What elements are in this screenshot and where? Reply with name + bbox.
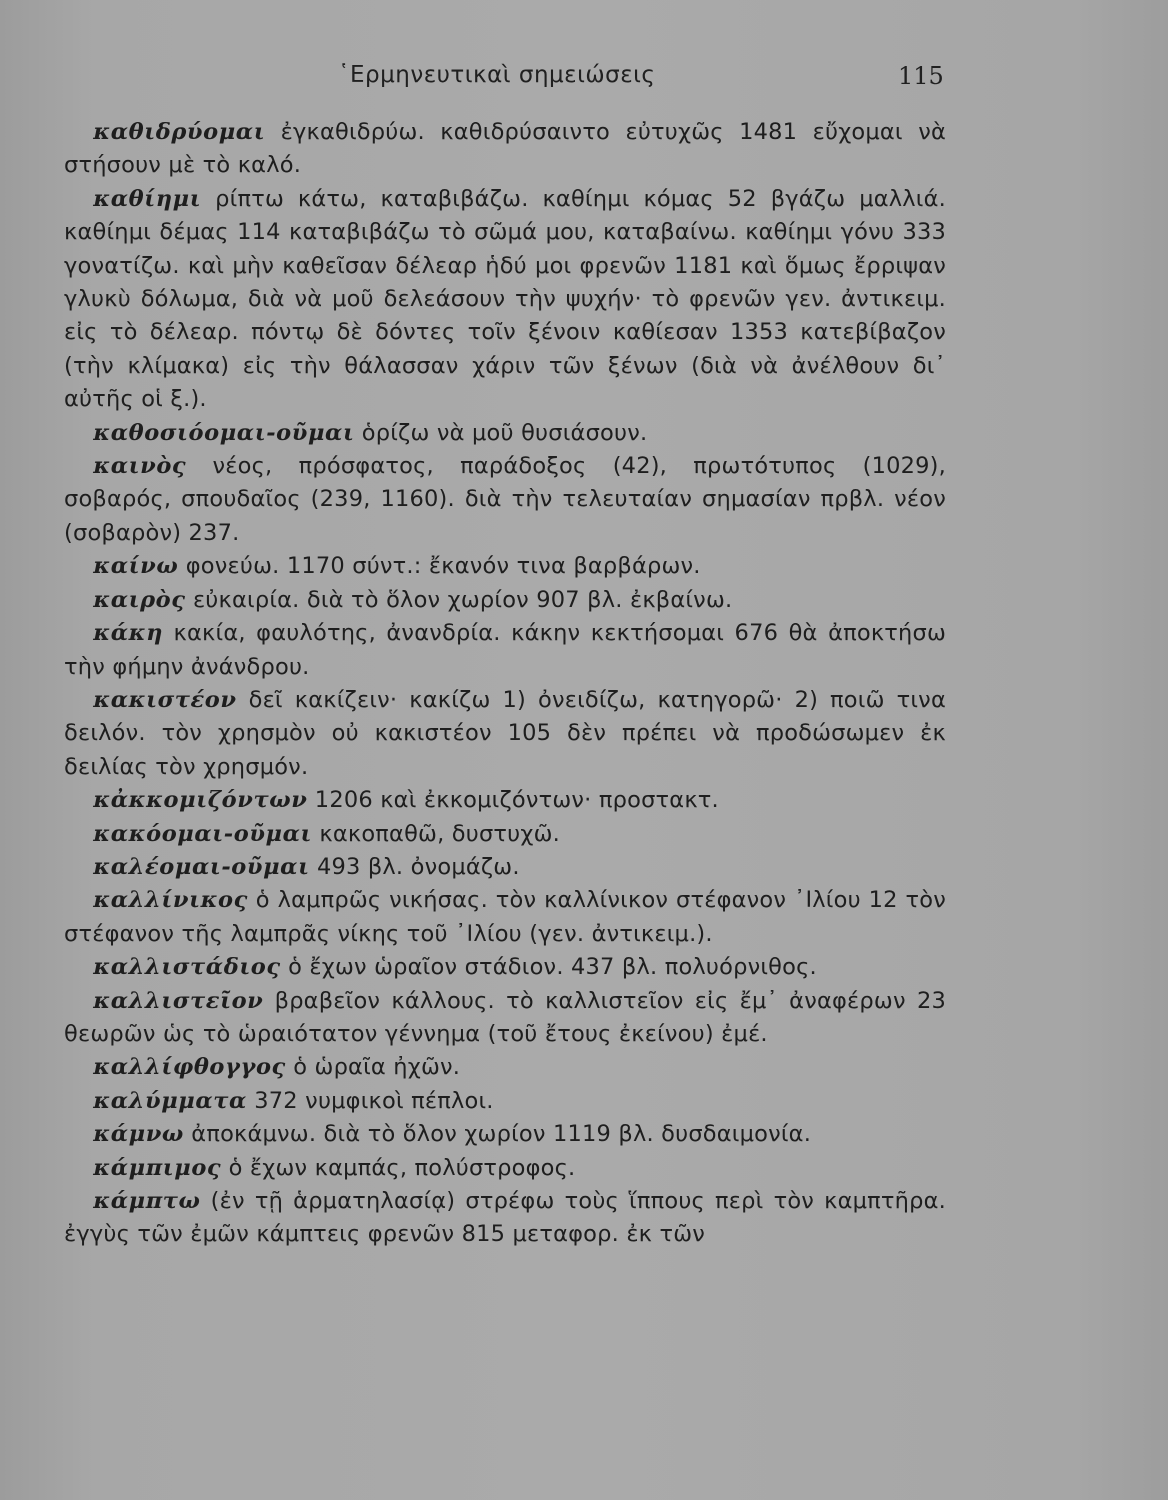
entry-text: εὐκαιρία. διὰ τὸ ὅλον χωρίον 907 βλ. ἐκβαίνω. (185, 586, 733, 613)
entry-text: ὁ ὡραῖα ἠχῶν. (285, 1054, 461, 1081)
page-header (0, 62, 1168, 102)
glossary-entry (64, 985, 946, 1052)
entry-lemma: καλλίνικος (93, 887, 248, 914)
entry-lemma: καλέομαι-οῦμαι (93, 853, 310, 880)
entry-text: βραβεῖον κάλλους. τὸ καλλιστεῖον εἰς ἔμ᾿ ἀναφέρων 23 θεωρῶν ὡς τὸ ὡραιότατον γέννημα (τοῦ ἔτους ἐκείνου) ἐμέ. (64, 987, 946, 1047)
entry-text: ἐγκαθιδρύω. καθιδρύσαιντο εὐτυχῶς 1481 εὔχομαι νὰ στήσουν μὲ τὸ καλό. (64, 119, 946, 179)
entry-lemma: κάμπιμος (93, 1154, 222, 1181)
entry-lemma: κάμνω (93, 1121, 184, 1148)
glossary-entry (64, 417, 946, 450)
entry-text: κακοπαθῶ, δυστυχῶ. (312, 820, 560, 847)
entry-text: φονεύω. 1170 σύντ.: ἔκανόν τινα βαρβάρων. (178, 553, 701, 580)
glossary-entry (64, 617, 946, 684)
glossary-entry (64, 1185, 946, 1252)
entry-text: 1206 καὶ ἐκκομιζόντων· προστακτ. (307, 787, 719, 814)
entry-lemma: καλύμματα (93, 1087, 247, 1114)
entry-lemma: κάκη (93, 620, 164, 647)
glossary-entry (64, 784, 946, 817)
glossary-entry (64, 183, 946, 417)
glossary-entry (64, 851, 946, 884)
entry-lemma: κάμπτω (93, 1188, 201, 1214)
entry-text: ὁρίζω νὰ μοῦ θυσιάσουν. (354, 419, 648, 446)
entry-text: ἀποκάμνω. διὰ τὸ ὅλον χωρίον 1119 βλ. δυσδαιμονία. (183, 1121, 812, 1148)
glossary-entry (64, 1152, 946, 1185)
entry-text: ὁ λαμπρῶς νικήσας. τὸν καλλίνικον στέφανον ᾿Ιλίου 12 τὸν στέφανον τῆς λαμπρᾶς νίκης τοῦ ᾿Ιλίου (γεν. ἀντικειμ.). (64, 887, 946, 947)
entry-lemma: κακόομαι-οῦμαι (93, 820, 313, 847)
entry-lemma: καιρὸς (93, 586, 186, 613)
entry-text: 493 βλ. ὀνομάζω. (309, 853, 520, 880)
entry-text: (ἐν τῇ ἁρματηλασίᾳ) στρέφω τοὺς ἵππους περὶ τὸν καμπτῆρα. ἐγγὺς τῶν ἐμῶν κάμπτεις φρενῶν 815 μεταφορ. ἐκ τῶν (64, 1188, 946, 1248)
entry-lemma: κακιστέον (93, 686, 237, 713)
glossary-entry (64, 550, 946, 583)
entry-lemma: καλλιστάδιος (93, 954, 281, 981)
entry-text: κακία, φαυλότης, ἀνανδρία. κάκην κεκτήσομαι 676 θὰ ἀποκτήσω τὴν φήμην ἀνάνδρου. (64, 620, 946, 680)
entry-text: ὁ ἔχων ὡραῖον στάδιον. 437 βλ. πολυόρνιθος. (280, 954, 817, 981)
entry-lemma: καθοσιόομαι-οῦμαι (93, 419, 355, 446)
entry-text: ρίπτω κάτω, καταβιβάζω. καθίημι κόμας 52 βγάζω μαλλιά. καθίημι δέμας 114 καταβιβάζω τὸ σῶμά μου, καταβαίνω. καθίημι γόνυ 333 γονατίζω. καὶ μὴν καθεῖσαν δέλεαρ ἡδύ μοι φρενῶν 1181 καὶ ὅμως ἔρριψαν γλυκὺ δόλωμα, διὰ νὰ μοῦ δελεάσουν τὴν ψυχήν· τὸ φρενῶν γεν. ἀντικειμ. εἰς τὸ δέλεαρ. πόντῳ δὲ δόντες τοῖν ξένοιν καθίεσαν 1353 κατεβίβαζον (τὴν κλίμακα) εἰς τὴν θάλασσαν χάριν τῶν ξένων (διὰ νὰ ἀνέλθουν δι᾿ αὐτῆς οἱ ξ.). (64, 185, 946, 413)
glossary-entry (64, 818, 946, 851)
entry-text: 372 νυμφικοὶ πέπλοι. (246, 1087, 494, 1114)
entry-text: ὁ ἔχων καμπάς, πολύστροφος. (221, 1154, 576, 1181)
glossary-entry (64, 450, 946, 550)
running-title: ῾Ερμηνευτικαὶ σημειώσεις (338, 62, 656, 88)
entry-lemma: καθίημι (93, 185, 202, 212)
entry-text: νέος, πρόσφατος, παράδοξος (42), πρωτότυπος (1029), σοβαρός, σπουδαῖος (239, 1160). διὰ τὴν τελευταίαν σημασίαν πρβλ. νέον (σοβαρὸν) 237. (64, 453, 946, 546)
entry-text: δεῖ κακίζειν· κακίζω 1) ὀνειδίζω, κατηγορῶ· 2) ποιῶ τινα δειλόν. τὸν χρησμὸν οὐ κακιστέον 105 δὲν πρέπει νὰ προδώσωμεν ἐκ δειλίας τὸν χρησμόν. (64, 686, 946, 780)
glossary-entry (64, 884, 946, 951)
entry-lemma: κἀκκομιζόντων (93, 787, 308, 814)
glossary-entry (64, 584, 946, 617)
glossary-entry (64, 1118, 946, 1151)
entry-lemma: καλλίφθογγος (93, 1054, 286, 1081)
entry-lemma: καινὸς (93, 453, 187, 480)
glossary-entry (64, 951, 946, 984)
entry-lemma: καθιδρύομαι (93, 119, 266, 145)
glossary-entry (64, 684, 946, 784)
glossary-text (64, 116, 946, 1252)
glossary-entry (64, 1085, 946, 1118)
glossary-entry (64, 116, 946, 183)
entry-lemma: καλλιστεῖον (93, 987, 264, 1014)
page-number: 115 (898, 62, 944, 90)
glossary-entry (64, 1051, 946, 1084)
entry-lemma: καίνω (93, 553, 179, 580)
